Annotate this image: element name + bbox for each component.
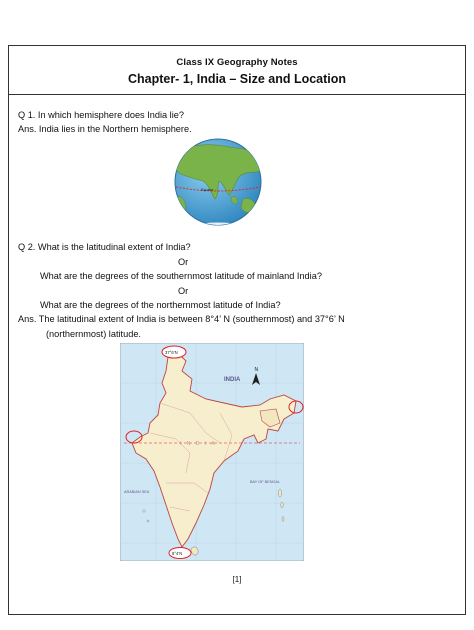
or-connector-1: Or xyxy=(178,257,189,267)
answer-2-line-2: (northernmost) latitude. xyxy=(46,329,141,339)
equator-label: Equator xyxy=(201,188,214,192)
answer-1: Ans. India lies in the Northern hemisphere. xyxy=(18,124,192,134)
question-2-alt-2: What are the degrees of the northernmost latitude of India? xyxy=(40,300,281,310)
globe-illustration xyxy=(173,137,263,227)
header-divider xyxy=(8,94,466,95)
question-2: Q 2. What is the latitudinal extent of India? xyxy=(18,242,191,252)
southern-extent-callout xyxy=(169,548,191,559)
country-label: INDIA xyxy=(224,377,241,383)
or-connector-2: Or xyxy=(178,286,189,296)
question-2-alt-1: What are the degrees of the southernmost latitude of mainland India? xyxy=(40,271,322,281)
chapter-title: Chapter- 1, India – Size and Location xyxy=(127,72,347,86)
sea-label-west: ARABIAN SEA xyxy=(124,490,150,494)
document-title: Class IX Geography Notes xyxy=(176,57,298,68)
north-marker: N xyxy=(254,367,259,373)
india-map xyxy=(120,343,304,561)
callout-north-label: 37°6’N xyxy=(165,350,178,355)
northern-extent-callout xyxy=(162,346,186,358)
sea-label-east: BAY OF BENGAL xyxy=(250,480,281,484)
page-number: [1] xyxy=(232,575,242,584)
answer-2-line-1: Ans. The latitudinal extent of India is between 8°4’ N (southernmost) and 37°6’ N xyxy=(18,314,345,324)
question-1: Q 1. In which hemisphere does India lie? xyxy=(18,110,184,120)
callout-south-label: 8°4’N xyxy=(172,551,183,556)
watermark-label: I N D I A xyxy=(180,441,217,447)
